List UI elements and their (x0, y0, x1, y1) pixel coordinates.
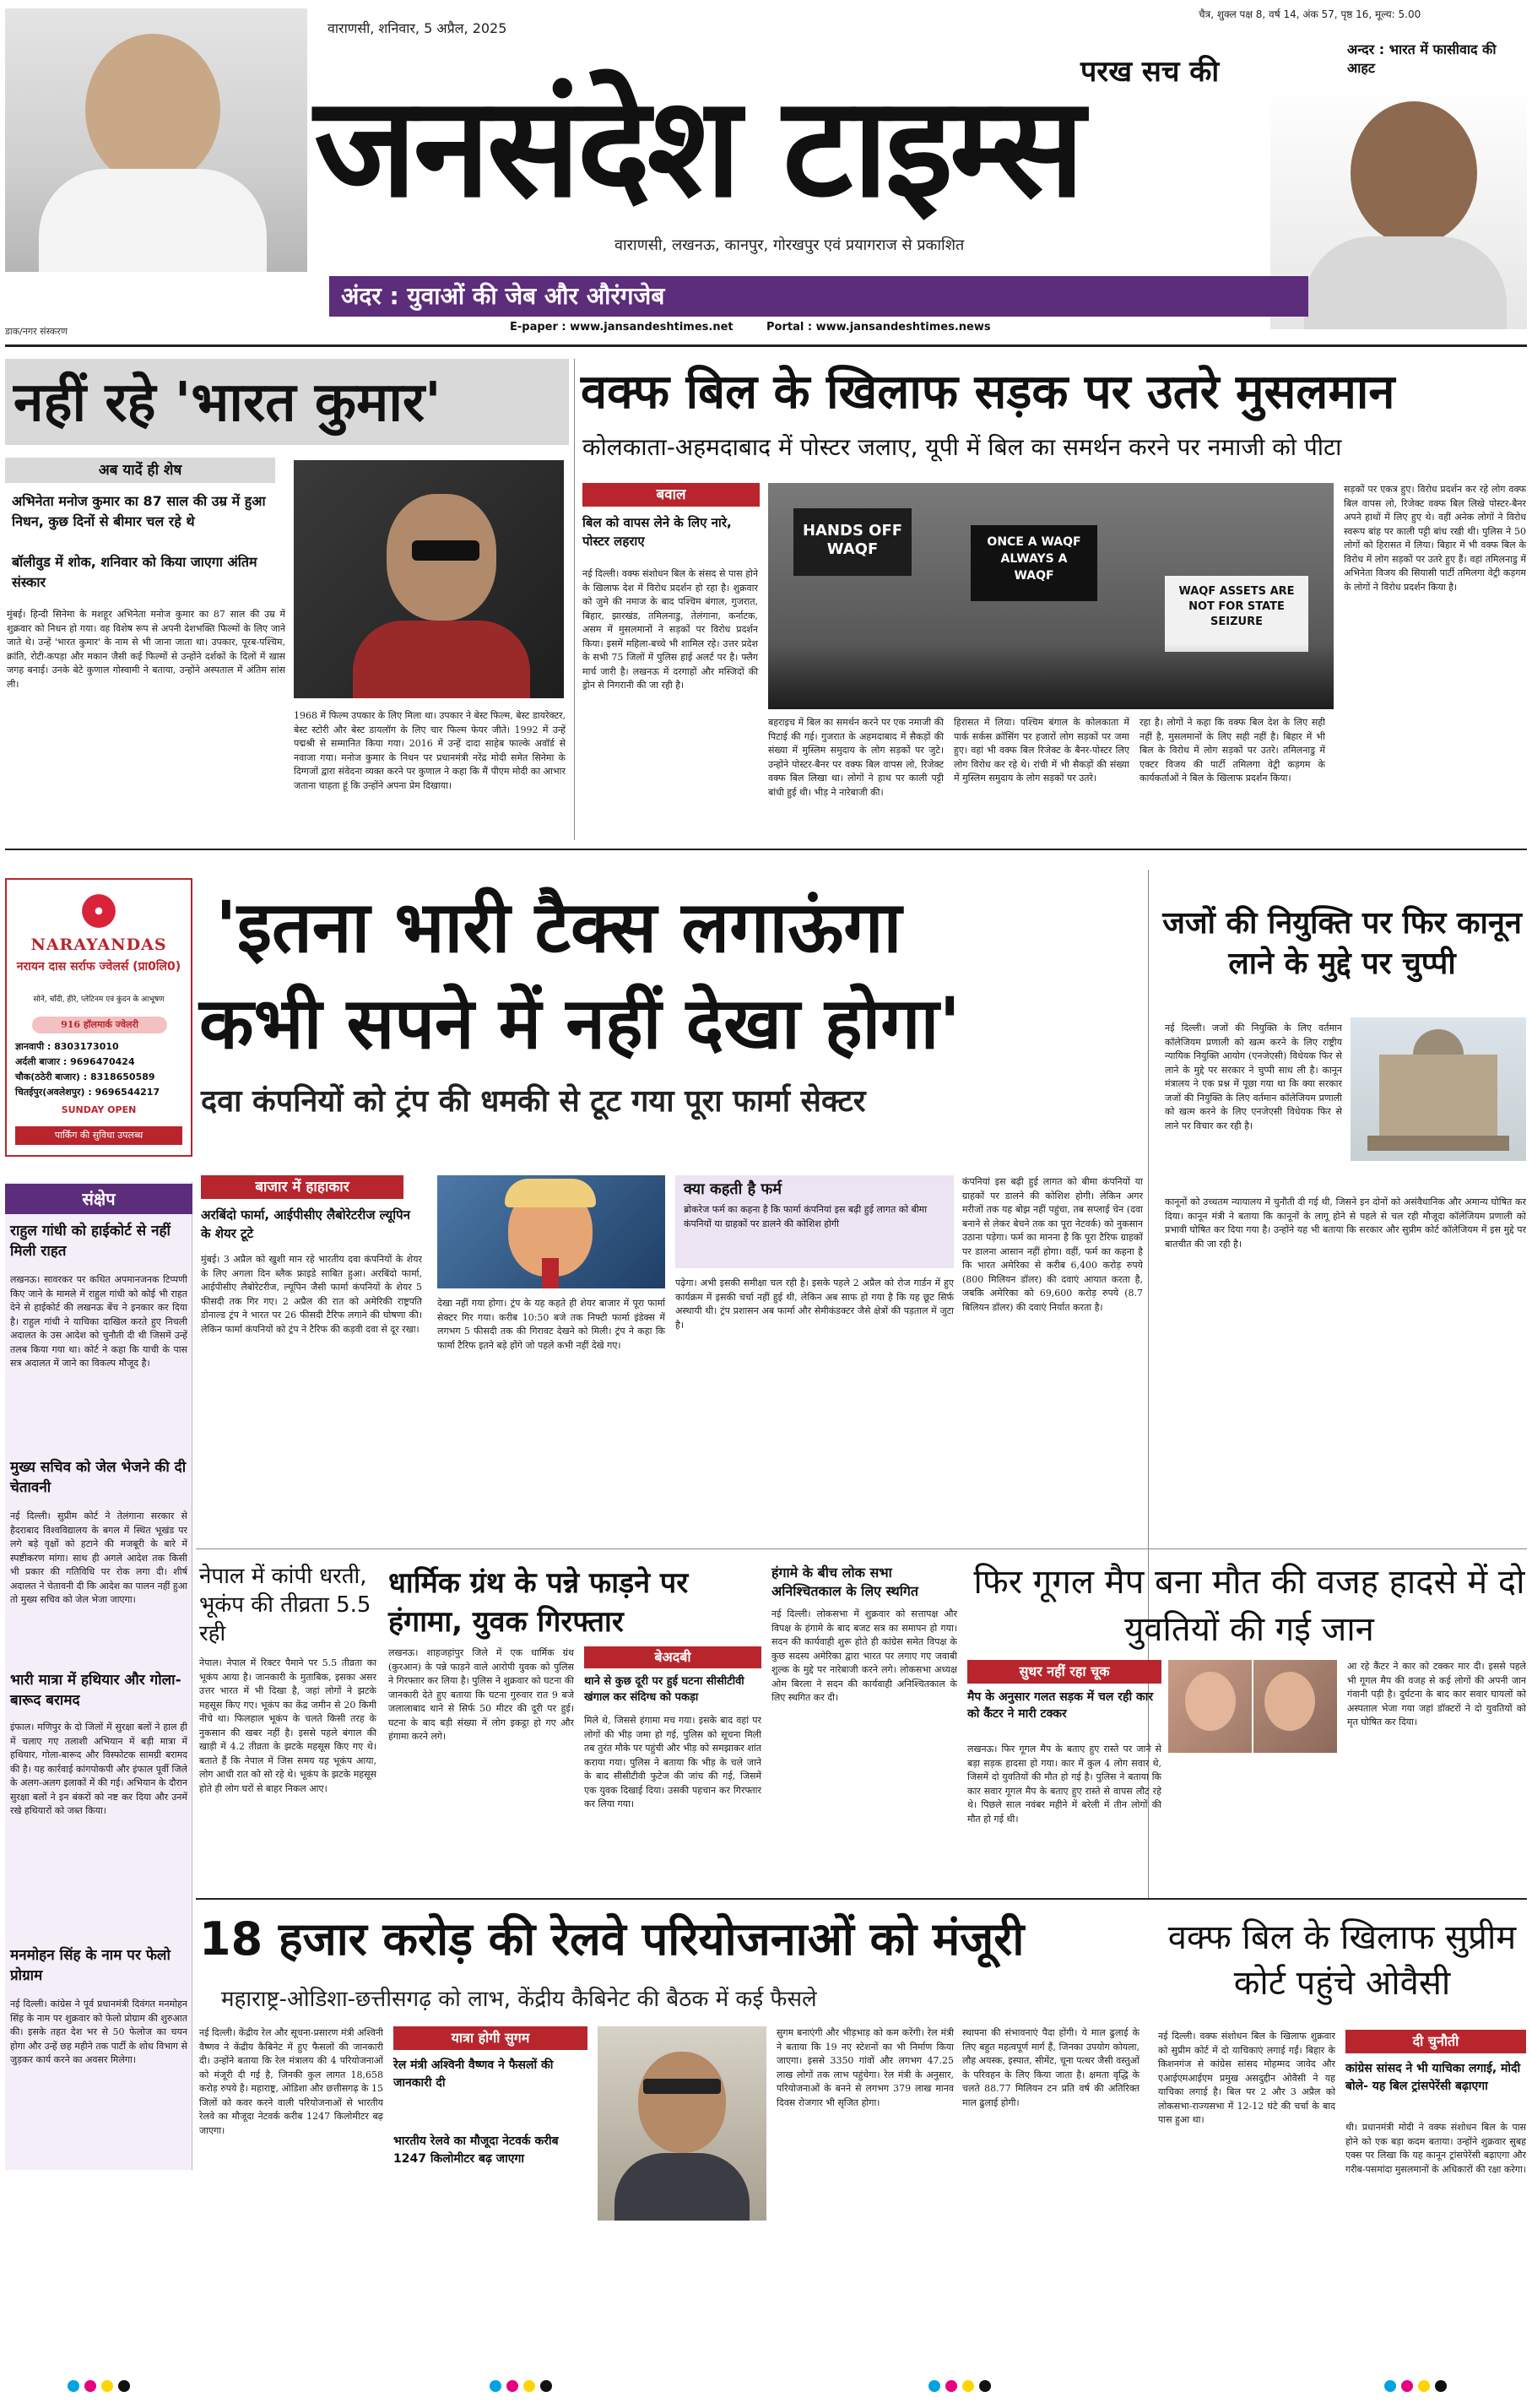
ad-phone-1: ज्ञानवापी : 8303173010 (15, 1041, 119, 1052)
masthead-rule (5, 344, 1527, 347)
waqf-body2: बहराइच में बिल का समर्थन करने पर एक नमाजी की पिटाई की गई। गुजरात के अहमदाबाद में सैकड़ों की संख्या में मुस्लिम समुदाय के लोग सड़कों पर जुटे। उन्होंने पोस्टर-बैनर पर वक्फ बिल वापस लो, रिजेक्ट वक्फ बिल लिखा था। लोगों ने हाथ पर काली पट्टी बांधी हुई थी। भीड़ ने नारेबाजी की। (768, 717, 944, 798)
waqf-body4: रहा है। लोगों ने कहा कि वक्फ बिल देश के लिए सही नहीं है, मुसलमानों के लिए सही नहीं है। बिहार में भी बिल के विरोध में लोग सड़कों पर उतरे। तमिलनाडु में एक्टर विजय की पार्टी तमिलगा वेट्री कड़गम के कार्यकर्ताओं ने बिल के खिलाफ प्रदर्शन किया। (1140, 717, 1325, 784)
bharat-headline-box (5, 359, 569, 445)
sabha-headline: हंगामे के बीच लोक सभा अनिश्चितकाल के लिए स्थगित (771, 1565, 918, 1599)
rail-body3: स्थापना की संभावनाएं पैदा होंगी। ये माल ढुलाई के लिए बहुत महत्वपूर्ण मार्ग हैं, जिनका उपयोग कोयला, लौह अयस्क, इस्पात, सीमेंट, चूना पत्थर जैसी वस्तुओं के परिवहन के लिए किया जाता है। क्षमता वृद्धि के चलते 88.77 मिलियन टन प्रति वर्ष की अतिरिक्त माल ढुलाई होगी। (962, 2027, 1140, 2108)
sankshep-body-2: इंफाल। मणिपुर के दो जिलों में सुरक्षा बलों ने हाल ही में चलाए गए तलाशी अभियान में बड़ी मात्रा में हथियार, गोला-बारूद और विस्फोटक सामग्री बरामद की है। यह कार्रवाई कांगपोकपी और इंफाल पूर्वी जिले के अलग-अलग इलाकों में की गई। अभियान के दौरान सुरक्षा बलों ने इन बंकरों को नष्ट कर दिया और उनमें रखे हथियारों को जब्त किया। (10, 1722, 187, 1816)
bharat-sub1: अभिनेता मनोज कुमार का 87 साल की उम्र में हुआ निधन, कुछ दिनों से बीमार चल रहे थे (12, 493, 266, 529)
tagline: परख सच की (1080, 55, 1220, 89)
waqf-poster1: HANDS OFF WAQF (802, 522, 903, 558)
bharat-body2: 1968 में फिल्म उपकार के लिए मिला था। उपकार ने बेस्ट फिल्म, बेस्ट डायरेक्टर, बेस्ट स्टोरी और बेस्ट डायलॉग के लिए चार फिल्म फेयर जीते। 1992 में उन्हें पद्मश्री से सम्मानित किया गया। 2016 में उन्हें दादा साहेब फाल्के अवॉर्ड से नवाजा गया। मनोज कुमार के निधन पर प्रधानमंत्री नरेंद्र मोदी समेत सिनेमा के दिग्गजों द्वारा संवेदना व्यक्त करने पर कुणाल ने कहा कि मैं पीएम मोदी का आभार जताना चाहता हूं कि उन्होंने अपना प्रेम दिखाया। (294, 710, 566, 791)
sankshep-body-0: लखनऊ। सावरकर पर कथित अपमानजनक टिप्पणी किए जाने के मामले में राहुल गांधी को कोई भी राहत देने से हाईकोर्ट की लखनऊ बेंच ने इनकार कर दिया है। राहुल गांधी ने याचिका दाखिल करते हुए निचली अदालत के उस आदेश को चुनौती दी थी जिसमें उन्हें तलब किया गया था। कोर्ट ने कहा कि याची के पास सत्र अदालत में जाने का विकल्प मौजूद है। (10, 1274, 187, 1369)
owaisi-body2: थी। प्रधानमंत्री मोदी ने वक्फ संशोधन बिल के पास होने को एक बड़ा कदम बताया। उन्होंने शुक्रवार सुबह एक्स पर लिखा कि यह कानून ट्रांसपेरेंसी बढ़ाएगा और गरीब-पसमांदा मुसलमानों के अधिकारों की रक्षा करेगा। (1345, 2122, 1526, 2175)
ad-brand: NARAYANDAS (30, 936, 167, 954)
right-teaser: अन्दर : भारत में फासीवाद की आहट (1347, 41, 1497, 76)
ad-phone-4: चितईपुर(अवलेशपुर) : 9696544217 (15, 1087, 160, 1098)
bharat-headline: नहीं रहे 'भारत कुमार' (14, 372, 441, 434)
registration-dots-left (68, 2379, 135, 2395)
google-photo (1168, 1660, 1337, 1753)
rail-body1: नई दिल्ली। केंद्रीय रेल और सूचना-प्रसारण मंत्री अश्विनी वैष्णव ने केंद्रीय कैबिनेट में हुए फैसलों की जानकारी दी। उन्होंने बताया कि रेल मंत्रालय की 4 परियोजनाओं को मंजूरी दी गई है, जिनकी कुल लागत 18,658 करोड़ रुपये है। महाराष्ट्र, ओडिशा और छत्तीसगढ़ के 15 जिलों को कवर करने वाली परियोजनाओं से भारतीय रेलवे का मौजूदा नेटवर्क करीब 1247 किलोमीटर बढ़ जाएगा। (199, 2027, 383, 2136)
ad-flower-icon (79, 892, 118, 930)
granth-tag-sub: थाने से कुछ दूरी पर हुई घटना सीसीटीवी खंगाल कर संदिग्ध को पकड़ा (584, 1675, 744, 1704)
ad-name: नरायन दास सर्राफ ज्वेलर्स (प्रा0लि0) (16, 960, 181, 974)
tax-tag-sub: अरबिंदो फार्मा, आईपीसीए लैबोरेटरीज ल्यूपिन के शेयर टूटे (201, 1207, 410, 1241)
rail-minister-photo (598, 2026, 766, 2221)
bharat-kicker: अब यादें ही शेष (5, 458, 275, 483)
ad-parking: पार्किंग की सुविधा उपलब्ध (15, 1126, 182, 1145)
rail-headline: 18 हजार करोड़ की रेलवे परियोजनाओं को मंजूरी (199, 1912, 1025, 1966)
section-rule-3 (196, 1898, 1527, 1900)
waqf-subhead: कोलकाता-अहमदाबाद में पोस्टर जलाए, यूपी में बिल का समर्थन करने पर नमाजी को पीटा (582, 433, 1342, 461)
portal-link[interactable]: Portal : www.jansandeshtimes.news (766, 321, 991, 334)
sankshep-title: संक्षेप (5, 1184, 192, 1214)
masthead-title: जनसंदेश टाइम्स (314, 67, 1082, 228)
nepal-body: नेपाल। नेपाल में रिक्टर पैमाने पर 5.5 तीव्रता का भूकंप आया है। जानकारी के मुताबिक, इसका असर उत्तर भारत में भी दिखा है, जहां लोगों ने झटके महसूस किए गए। भूकंप का केंद्र जमीन से 20 किमी नीचे था। फिलहाल भूकंप के चलते किसी तरह के नुकसान की खबर नहीं है। इससे पहले बंगाल की खाड़ी में 4.2 तीव्रता के झटके महसूस किए गए थे। बताते हैं कि नेपाल में जिस समय यह भूकंप आया, लोग आधी रात को सो रहे थे। भूकंप के झटके महसूस होते ही लोग घरों से बाहर निकल आए। (199, 1657, 376, 1794)
registration-dots-center (490, 2379, 557, 2395)
owaisi-tag: दी चुनौती (1345, 2030, 1526, 2053)
judges-body2: कानूनों को उच्चतम न्यायालय में चुनौती दी गई थी, जिसने इन दोनों को असंवैधानिक और अमान्य घोषित कर दिया। कानून मंत्री ने बताया कि कानूनों के लागू होने से पहले से चल रही मौजूदा कॉलेजियम प्रणाली को प्रभावी घोषित कर दिया गया है। उन्होंने यह भी बताया कि सरकार और सुप्रीम कोर्ट कॉलेजियम में इस मुद्दे पर बातचीत की जा रही है। (1165, 1196, 1526, 1250)
trump-photo (437, 1175, 665, 1288)
bharat-divider (574, 359, 575, 840)
judges-body1: नई दिल्ली। जजों की नियुक्ति के लिए वर्तमान कॉलेजियम प्रणाली को खत्म करने के लिए राष्ट्रीय न्यायिक नियुक्ति आयोग (एनजेएसी) विधेयक फिर से लाने के मुद्दे पर सरकार ने चुप्पी साध ली है। कानून मंत्रालय ने एक प्रश्न में पूछा गया था कि क्या सरकार जजों की नियुक्ति के लिए वर्तमान कॉलेजियम प्रणाली को खत्म करने के लिए एनजेएसी विधेयक फिर से लाने पर विचार कर रही है। (1165, 1022, 1342, 1131)
section-rule-1 (5, 849, 1527, 850)
section-rule-2 (196, 1548, 1527, 1549)
epaper-link[interactable]: E-paper : www.jansandeshtimes.net (510, 321, 734, 334)
sankshep-body-3: नई दिल्ली। कांग्रेस ने पूर्व प्रधानमंत्री दिवंगत मनमोहन सिंह के नाम पर शुक्रवार को फेलो प्रोग्राम की शुरुआत की। इसके तहत देश भर से 50 फेलोज का चयन होगा और उन्हें छह महीने तक पार्टी के शोध विभाग से जुड़कर कार्य करने का अवसर मिलेगा। (10, 1999, 187, 2065)
granth-headline: धार्मिक ग्रंथ के पन्ने फाड़ने पर हंगामा, युवक गिरफ्तार (388, 1566, 689, 1639)
inside-banner: अंदर : युवाओं की जेब और औरंगजेब (329, 276, 1308, 317)
waqf-photo (768, 483, 1334, 709)
waqf-poster2: ONCE A WAQF ALWAYS A WAQF (987, 535, 1081, 583)
owaisi-tag-sub: कांग्रेस सांसद ने भी याचिका लगाई, मोदी बोले- यह बिल ट्रांसपेरेंसी बढ़ाएगा (1345, 2062, 1521, 2093)
sankshep-head-1: मुख्य सचिव को जेल भेजने की दी चेतावनी (10, 1459, 187, 1496)
owaisi-body1: नई दिल्ली। वक्फ संशोधन बिल के खिलाफ शुक्रवार को सुप्रीम कोर्ट में दो याचिकाएं लगाई गईं। बिहार के किशनगंज से कांग्रेस सांसद मोहम्मद जावेद और एआईएमआईएम प्रमुख असदुद्दीन ओवैसी ने यह याचिका लगाई है। बिल पर 2 और 3 अप्रैल को लोकसभा-राज्यसभा में 12-12 घंटे की चर्चा के बाद पास हुआ था। (1158, 2031, 1335, 2125)
waqf-tag: बवाल (582, 483, 760, 507)
granth-body2: मिले थे, जिससे हंगामा मच गया। इसके बाद वहां पर लोगों की भीड़ जमा हो गई, पुलिस को सूचना मिली तब तुरंत मौके पर पहुंची और भीड़ को समझाकर शांत कराया गया। पुलिस ने बताया कि भीड़ के चले जाने के बाद सीसीटीवी फुटेज की जांच की गई, जिसमें एक युवक दिखाई दिया। उसकी पहचान कर गिरफ्तार कर लिया गया। (584, 1715, 761, 1809)
ad-open: SUNDAY OPEN (61, 1104, 137, 1115)
nepal-headline: नेपाल में कांपी धरती, भूकंप की तीव्रता 5.5 रही (199, 1564, 371, 1646)
tax-line2: कभी सपने में नहीं देखा होगा' (199, 982, 961, 1065)
judges-headline: जजों की नियुक्ति पर फिर कानून लाने के मुद्दे पर चुप्पी (1162, 906, 1522, 981)
print-note: डाक/नगर संस्करण (5, 326, 68, 337)
bharat-body1: मुंबई। हिन्दी सिनेमा के मशहूर अभिनेता मनोज कुमार का 87 साल की उम्र में शुक्रवार को निधन हो गया। वह विशेष रूप से अपनी देशभक्ति फिल्मों के लिए जाने जाते थे। उन्हें 'भारत कुमार' के नाम से भी जाना जाता था। उपकार, पूरब-पश्चिम, क्रांति, रोटी-कपड़ा और मकान जैसी कई फिल्मों से उन्होंने दर्शकों के दिलों में खास जगह बनाई। उनके बेटे कुणाल गोस्वामी ने बताया, उन्होंने अस्पताल में अंतिम सांस ली। (7, 609, 285, 690)
bharat-sub2: बॉलीवुड में शोक, शनिवार को किया जाएगा अंतिम संस्कार (12, 554, 257, 590)
waqf-body5: सड़कों पर एकत्र हुए। विरोध प्रदर्शन कर रहे लोग वक्फ बिल वापस लो, रिजेक्ट वक्फ बिल लिखे पोस्टर-बैनर अपने हाथों में लिए हुए थे। वहीं अनेक लोगों ने विरोध स्वरूप बांह पर काली पट्टी बांध रखी थी। पुलिस ने 50 लोगों को हिरासत में लिया। बिहार में भी वक्फ बिल के विरोध में लोग सड़कों पर उतरे हुए हैं। वहां तमिलनाडु में अभिनेता विजय की सियासी पार्टी तमिलगा वेट्री कड़गम के लोगों ने विरोध प्रदर्शन किया है। (1344, 484, 1526, 593)
tax-body4: कंपनियां इस बढ़ी हुई लागत को बीमा कंपनियों या ग्राहकों पर डालने की कोशिश होगी। लेकिन अगर मरीजों तक यह बोझ नहीं पहुंचा, तब सप्लाई चेन (दवा बनाने से लेकर बेचने तक का पूरा नेटवर्क) को नुकसान उठाना पड़ेगा। फर्म का मानना है कि पूरा टैरिफ ग्राहकों पर डालना आसान नहीं होगा। वहीं, फर्म का कहना है कि भारत अमेरिका से करीब 6,400 करोड़ रुपये (800 मिलियन डॉलर) की दवाएं आयात करता है, जबकि अमेरिका को 69,600 करोड़ रुपये (8.7 बिलियन डॉलर) की दवाएं निर्यात करता है। (962, 1176, 1143, 1313)
tax-body2: देखा नहीं गया होगा। ट्रंप के यह कहते ही शेयर बाजार में पूरा फार्मा सेक्टर गिर गया। करीब 10:50 बजे तक निफ्टी फार्मा इंडेक्स में लगभग 5 फीसदी तक की गिरावट देखने को मिली। ट्रंप ने कहा कि फार्मा टैरिफ इतने बड़े होंगे जो पहले कभी नहीं देखे गए। (437, 1298, 665, 1351)
ad-line: सोने, चाँदी, हीरे, प्लेटिनम एवं कुंदन के आभूषण (33, 995, 165, 1004)
issue-meta: चैत्र, शुक्ल पक्ष 8, वर्ष 14, अंक 57, पृष्ठ 16, मूल्य: 5.00 (1199, 8, 1421, 20)
tax-subhead: दवा कंपनियों को ट्रंप की धमकी से टूट गया पूरा फार्मा सेक्टर (201, 1084, 866, 1119)
rail-body2: सुगम बनाएंगी और भीड़भाड़ को कम करेंगी। रेल मंत्री ने बताया कि 19 नए स्टेशनों का भी निर्माण किया जाएगा। इससे 3350 गांवों और लगभग 47.25 लाख लोगों तक लाभ पहुंचेगा। रेल मंत्री के अनुसार, परियोजनाओं के बनने से लगभग 379 लाख मानव दिवस रोजगार भी सृजित होगा। (777, 2027, 954, 2108)
waqf-body1: नई दिल्ली। वक्फ संशोधन बिल के संसद से पास होने के खिलाफ देश में विरोध प्रदर्शन हो रहा है। शुक्रवार को जुमे की नमाज के बाद पश्चिम बंगाल, गुजरात, बिहार, झारखंड, तमिलनाडु, तेलंगाना, कर्नाटक, असम में मुसलमानों ने सड़कों पर विरोध प्रदर्शन किया। इसमें महिला-बच्चे भी शामिल रहे। उत्तर प्रदेश के सभी 75 जिलों में पुलिस हाई अलर्ट पर है। फ्लैग मार्च जारी है। लखनऊ में दरगाहों और मस्जिदों की ड्रोन से निगरानी की जा रही है। (582, 568, 758, 691)
google-headline: फिर गूगल मैप बना मौत की वजह हादसे में दो युवतियों की गई जान (973, 1563, 1525, 1649)
sankshep-body-1: नई दिल्ली। सुप्रीम कोर्ट ने तेलंगाना सरकार से हैदराबाद विश्वविद्यालय के बगल में स्थित भूखंड पर लगे बड़े वृक्षों को हटाने की मजबूरी के बारे में स्पष्टीकरण मांगा। साथ ही अगले आदेश तक किसी भी प्रकार की गतिविधि पर रोक लगा दी। शीर्ष अदालत ने चेतावनी दी कि आदेश का पालन नहीं हुआ तो मुख्य सचिव को जेल भेजा जाएगा। (10, 1510, 187, 1605)
granth-body1: लखनऊ। शाहजहांपुर जिले में एक धार्मिक ग्रंथ (कुरआन) के पन्ने फाड़ने वाले आरोपी युवक को पुलिस ने गिरफ्तार कर लिया है। पुलिस ने शुक्रवार को घटना की जानकारी देते हुए बताया कि घटना गुरुवार रात 9 बजे जलालाबाद थाने से सिर्फ 50 मीटर की दूरी पर हुई। घटना के बाद बड़ी संख्या में लोग इकट्ठा हो गए और हंगामा करने लगे। (388, 1647, 574, 1742)
ad-phone-3: चौक(ठठेरी बाजार) : 8318650589 (15, 1071, 155, 1082)
rail-tag-sub2: भारतीय रेलवे का मौजूदा नेटवर्क करीब 1247 किलोमीटर बढ़ जाएगा (393, 2134, 559, 2166)
google-tag-sub: मैप के अनुसार गलत सड़क में चल रही कार को कैंटर ने मारी टक्कर (967, 1690, 1154, 1721)
tax-line1: 'इतना भारी टैक्स लगाऊंगा (215, 886, 902, 968)
granth-tag: बेअदबी (584, 1646, 761, 1668)
google-body2: आ रहे कैंटर ने कार को टक्कर मार दी। इससे पहले भी गूगल मैप की वजह से कई लोगों की अपनी जान गंवानी पड़ी है। दुर्घटना के बाद कार सवार घायलों को अस्पताल भेजा गया जहां डॉक्टरों ने दो युवतियों को मृत घोषित कर दिया। (1347, 1661, 1526, 1727)
waqf-body3: हिरासत में लिया। पश्चिम बंगाल के कोलकाता में पार्क सर्कस क्रॉसिंग पर हजारों लोग सड़कों पर जमा हुए। वहां भी वक्फ बिल रिजेक्ट के बैनर-पोस्टर लिए लोग विरोध कर रहे थे। रांची में भी सैकड़ों की संख्या में मुस्लिम समुदाय के लोग सड़कों पर उतरे। (954, 717, 1129, 784)
waqf-poster3: WAQF ASSETS ARE NOT FOR STATE SEIZURE (1178, 585, 1295, 628)
tax-side-tag: क्या कहती है फर्म (684, 1180, 782, 1198)
sankshep-head-2: भारी मात्रा में हथियार और गोला-बारूद बरामद (10, 1672, 181, 1709)
registration-dots-right (1384, 2379, 1452, 2395)
tax-body3: पढ़ेगा। अभी इसकी समीक्षा चल रही है। इसके पहले 2 अप्रैल को रोज गार्डन में हुए कार्यक्रम में इसकी चर्चा नहीं हुई थी, लेकिन अब साफ हो गया है कि यह छूट सिर्फ अस्थायी थी। ट्रंप प्रशासन अब फार्मा और सेमीकंडक्टर जैसे क्षेत्रों की पड़ताल में जुटा है। (675, 1277, 954, 1331)
rail-tag-sub: रेल मंत्री अश्विनी वैष्णव ने फैसलों की जानकारी दी (393, 2058, 554, 2090)
dateline: वाराणसी, शनिवार, 5 अप्रैल, 2025 (328, 20, 507, 36)
masthead-photo-right (1270, 84, 1527, 329)
tax-tag: बाजार में हाहाकार (201, 1175, 403, 1199)
jeweller-ad[interactable] (5, 878, 192, 1157)
ad-phone-2: अर्दली बाजार : 9696470424 (15, 1056, 135, 1067)
tax-body1: मुंबई। 3 अप्रैल को खुशी मान रहे भारतीय दवा कंपनियों के शेयर के लिए अगला दिन ब्लैक फ्राइडे साबित हुआ। अरबिंदो फार्मा, आईपीसीए लैबोरेटरीज, ल्यूपिन जैसी फार्मा कंपनियों के शेयर 5 फीसदी तक गिर गए। 2 अप्रैल की रात को अमेरिकी राष्ट्रपति डोनाल्ड ट्रंप ने भारत पर 26 फीसदी टैरिफ लगाने की घोषणा की। लेकिन फार्मा कंपनियों को ट्रंप ने टैरिफ की कड़वी दवा से दूर रखा। (201, 1254, 422, 1335)
editions-line: वाराणसी, लखनऊ, कानपुर, गोरखपुर एवं प्रयागराज से प्रकाशित (614, 236, 965, 254)
bharat-photo (294, 460, 564, 698)
owaisi-headline: वक्फ बिल के खिलाफ सुप्रीम कोर्ट पहुंचे ओवैसी (1167, 1918, 1517, 2003)
sabha-body: नई दिल्ली। लोकसभा में शुक्रवार को सत्तापक्ष और विपक्ष के हंगामे के बाद बजट सत्र का समापन हो गया। सदन की कार्यवाही शुरू होते ही कांग्रेस समेत विपक्ष के कुछ सदस्य अमेरिका द्वारा भारत पर लगाए गए जवाबी शुल्क के मुद्दे पर नारेबाजी करने लगे। लोकसभा अध्यक्ष ओम बिरला ने सदन की कार्यवाही अनिश्चितकाल के लिए स्थगित कर दी। (771, 1608, 957, 1703)
google-tag: सुधर नहीं रहा चूक (967, 1660, 1161, 1684)
rail-subhead: महाराष्ट्र-ओडिशा-छत्तीसगढ़ को लाभ, केंद्रीय कैबिनेट की बैठक में कई फैसले (221, 1987, 817, 2012)
judges-photo (1351, 1017, 1526, 1161)
sankshep-head-3: मनमोहन सिंह के नाम पर फेलो प्रोग्राम (10, 1947, 171, 1984)
waqf-tag-sub: बिल को वापस लेने के लिए नारे, पोस्टर लहराए (582, 515, 732, 549)
rail-tag: यात्रा होगी सुगम (393, 2026, 587, 2050)
sankshep-head-0: राहुल गांधी को हाईकोर्ट से नहीं मिली राहत (10, 1223, 171, 1260)
waqf-headline: वक्फ बिल के खिलाफ सड़क पर उतरे मुसलमान (581, 365, 1395, 420)
registration-dots-mid (928, 2379, 996, 2395)
masthead-photo-left (5, 8, 307, 272)
google-body1: लखनऊ। फिर गूगल मैप के बताए हुए रास्ते पर जाने से बड़ा सड़क हादसा हो गया। कार में कुल 4 लोग सवार थे, जिसमें दो युवतियों की मौत हो गई है। पुलिस ने बताया कि कार सवार गूगल मैप के बताए हुए रास्ते से वापस लौट रहे थे। पिछले साल नवंबर महीने में बरेली में तीन लोगों की मौत हो गई थी। (967, 1744, 1161, 1825)
ad-hallmark: 916 हॉलमार्क ज्वेलरी (32, 1017, 167, 1033)
tax-side-sub: ब्रोकरेज फर्म का कहना है कि फार्मा कंपनियां इस बढ़ी हुई लागत को बीमा कंपनियों या ग्राहकों पर डालने की कोशिश होगी (684, 1204, 928, 1229)
